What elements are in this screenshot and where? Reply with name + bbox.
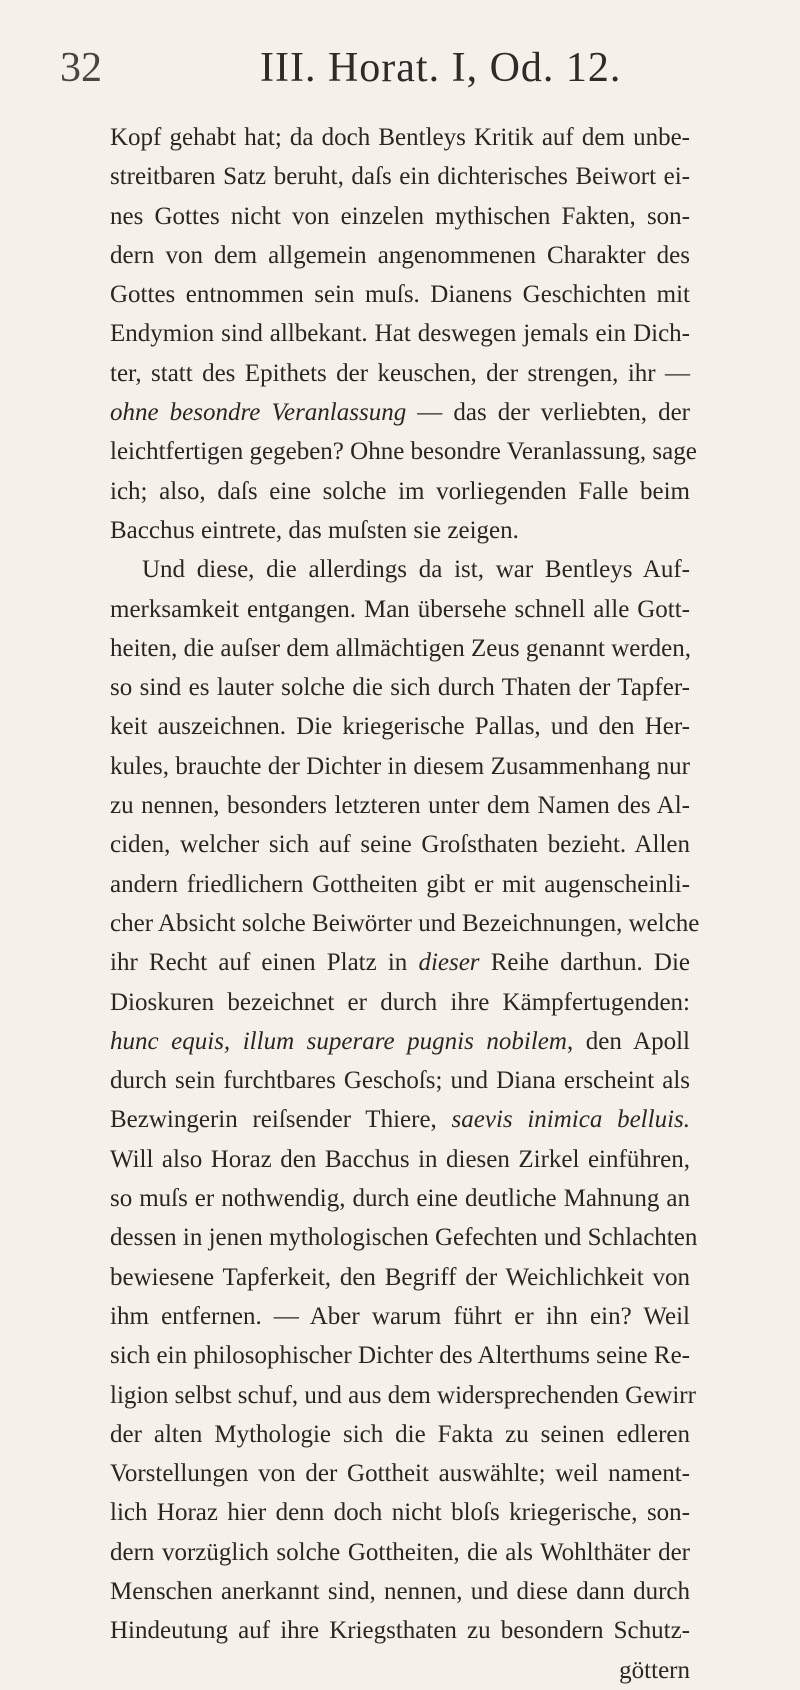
- text-line: Bezwingerin reiſsender Thiere, saevis inimica belluis.: [110, 1106, 690, 1134]
- latin-quote: hunc equis, illum superare pugnis nobilem: [110, 1027, 567, 1055]
- text-line: Will also Horaz den Bacchus in diesen Zirkel einführen,: [110, 1145, 690, 1173]
- text-line: ter, statt des Epithets der keuschen, der strengen, ihr —: [110, 359, 690, 387]
- page-header: [60, 44, 740, 94]
- text-line: so muſs er nothwendig, durch eine deutliche Mahnung an: [110, 1185, 690, 1213]
- text-line: Gottes entnommen sein muſs. Dianens Geschichten mit: [110, 281, 690, 309]
- text-line: bewiesene Tapferkeit, den Begriff der Weichlichkeit von: [110, 1263, 690, 1291]
- body-text: [110, 118, 700, 1690]
- running-head: III. Horat. I, Od. 12.: [260, 45, 622, 91]
- emphasis: dieser: [418, 949, 480, 977]
- text-line: hunc equis, illum superare pugnis nobilem, den Apoll: [110, 1027, 690, 1055]
- text-line: ihm entfernen. — Aber warum führt er ihn ein? Weil: [110, 1302, 690, 1330]
- text-line: Menschen anerkannt sind, nennen, und diese dann durch: [110, 1577, 690, 1605]
- catchword: göttern: [619, 1656, 690, 1684]
- emphasis: ohne besondre Veranlassung: [110, 399, 407, 427]
- text-line: andern friedlichern Gottheiten gibt er mit augenscheinli-: [110, 870, 690, 898]
- text-line: ohne besondre Veranlassung — das der verliebten, der: [110, 399, 690, 427]
- text-line: leichtfertigen gegeben? Ohne besondre Veranlassung, sage: [110, 438, 697, 466]
- page-number: 32: [60, 45, 102, 91]
- text-line: keit auszeichnen. Die kriegerische Pallas, und den Her-: [110, 713, 690, 741]
- text-line: lich Horaz hier denn doch nicht bloſs kriegerische, son-: [110, 1499, 690, 1527]
- text-line: Kopf gehabt hat; da doch Bentleys Kritik auf dem unbe-: [110, 124, 690, 151]
- text-line: Bacchus eintrete, das muſsten sie zeigen.: [110, 516, 519, 544]
- text-line: merksamkeit entgangen. Man übersehe schnell alle Gott-: [110, 595, 690, 623]
- text-line: nes Gottes nicht von einzelen mythischen Fakten, son-: [110, 202, 690, 230]
- text-line: dern vorzüglich solche Gottheiten, die als Wohlthäter der: [110, 1538, 690, 1566]
- text-line: zu nennen, besonders letzteren unter dem Namen des Al-: [110, 792, 690, 820]
- text-line: ciden, welcher sich auf seine Groſsthaten bezieht. Allen: [110, 831, 690, 859]
- text-line: dessen in jenen mythologischen Gefechten und Schlachten: [110, 1224, 698, 1252]
- text-line: heiten, die auſser dem allmächtigen Zeus genannt werden,: [110, 634, 692, 662]
- text-line: Hindeutung auf ihre Kriegsthaten zu besondern Schutz-: [110, 1617, 690, 1645]
- text-line: sich ein philosophischer Dichter des Alterthums seine Re-: [110, 1342, 690, 1370]
- text-line: ligion selbst schuf, und aus dem widersprechenden Gewirr: [110, 1381, 696, 1409]
- text-line: Vorstellungen von der Gottheit auswählte; weil nament-: [110, 1460, 690, 1488]
- text-line: dern von dem allgemein angenommenen Charakter des: [110, 241, 690, 269]
- text-line: kules, brauchte der Dichter in diesem Zusammenhang nur: [110, 752, 690, 780]
- text-line: durch sein furchtbares Geschoſs; und Diana erscheint als: [110, 1067, 690, 1095]
- text-line: der alten Mythologie sich die Fakta zu seinen edleren: [110, 1420, 690, 1448]
- paragraph-start: Und diese, die allerdings da ist, war Bentleys Auf-: [142, 556, 690, 584]
- text-line: Dioskuren bezeichnet er durch ihre Kämpfertugenden:: [110, 988, 690, 1016]
- latin-quote: saevis inimica belluis.: [451, 1106, 690, 1134]
- text-line: ich; also, daſs eine solche im vorliegenden Falle beim: [110, 477, 690, 505]
- text-line: cher Absicht solche Beiwörter und Bezeichnungen, welche: [110, 909, 700, 937]
- text-line: so sind es lauter solche die sich durch Thaten der Tapfer-: [110, 674, 690, 702]
- text-line: Endymion sind allbekant. Hat deswegen jemals ein Dich-: [110, 320, 690, 348]
- text-line: ihr Recht auf einen Platz in dieser Reihe darthun. Die: [110, 949, 691, 977]
- text-line: streitbaren Satz beruht, daſs ein dichterisches Beiwort ei-: [110, 163, 690, 191]
